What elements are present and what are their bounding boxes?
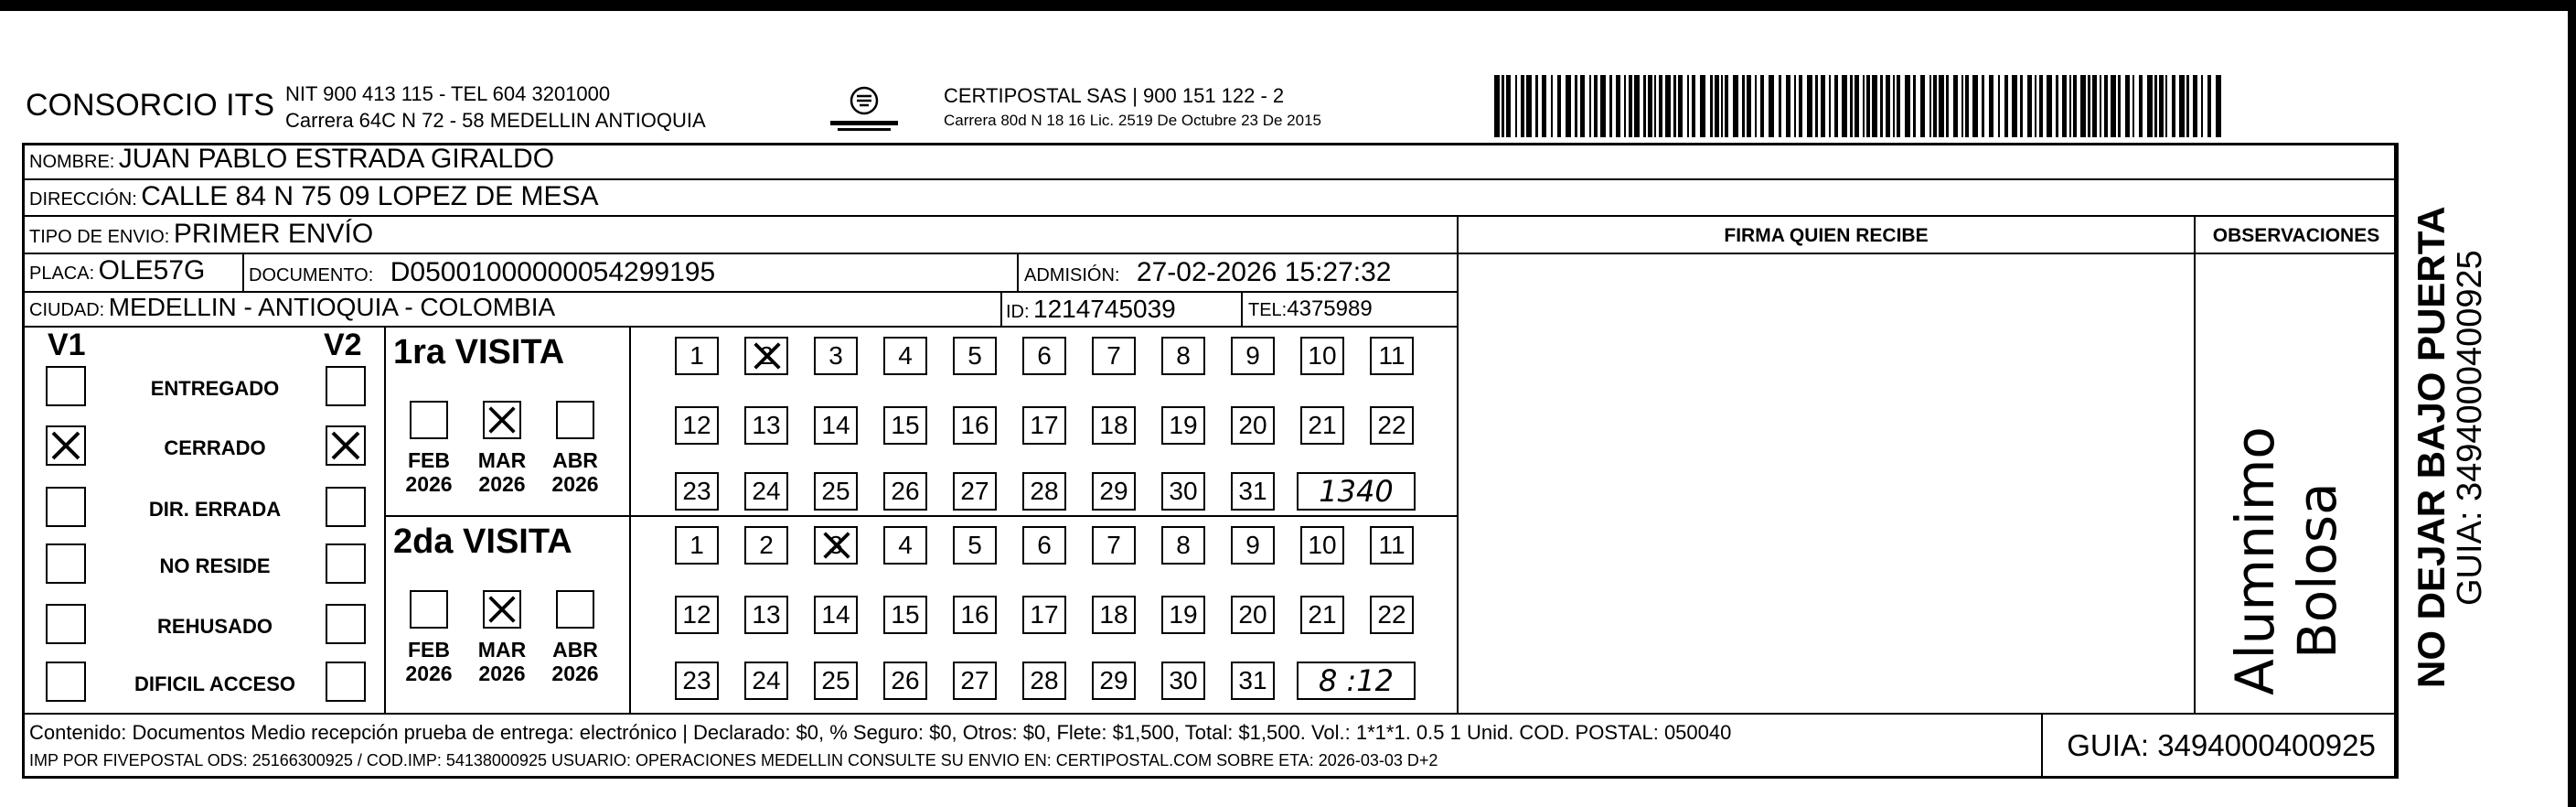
right-border	[2568, 0, 2576, 807]
day-cell[interactable]: 3	[814, 526, 858, 565]
day-cell[interactable]: 21	[1300, 406, 1344, 445]
content-summary: Contenido: Documentos Medio recepción prueba de entrega: electrónico | Declarado: $0, % Seguro: $0, Otros: $0, Flete: $1,500, Total: $1,500. Vol.: 1*1*1. 0.5 1 Unid. COD. POSTAL: 050040	[29, 721, 1732, 744]
barcode-bar	[2193, 75, 2197, 137]
barcode-bar	[1961, 75, 1963, 137]
day-cell[interactable]: 2	[744, 337, 788, 375]
check-x-icon	[750, 339, 785, 373]
month-year: 2026	[478, 472, 526, 496]
v2-checkbox[interactable]	[326, 366, 366, 406]
month-year: 2026	[405, 472, 453, 496]
barcode-bar	[1920, 75, 1925, 137]
barcode-bar	[1506, 75, 1511, 137]
rule	[2397, 143, 2399, 779]
day-cell[interactable]: 11	[1370, 337, 1414, 375]
admission-row	[1024, 257, 1391, 288]
barcode-bar	[2207, 75, 2211, 137]
barcode-bar	[1515, 75, 1517, 137]
day-cell[interactable]: 16	[953, 596, 997, 634]
v2-checkbox[interactable]	[326, 543, 366, 584]
v2-header: V2	[324, 328, 362, 362]
barcode-bar	[1998, 75, 2000, 137]
rule	[1457, 215, 1459, 713]
barcode-bar	[2201, 75, 2203, 137]
barcode-bar	[2073, 75, 2077, 137]
side-guia-number: GUIA: 3494000400925	[2451, 250, 2489, 606]
rule	[1241, 291, 1243, 326]
status-label: NO RESIDE	[159, 554, 271, 577]
day-cell[interactable]: 4	[883, 526, 927, 565]
barcode-bar	[2080, 75, 2086, 137]
barcode-bar	[1678, 75, 1683, 137]
name-row	[29, 144, 554, 175]
month-name: MAR	[477, 448, 527, 472]
barcode-bar	[1863, 75, 1865, 137]
barcode-bar	[1721, 75, 1723, 137]
barcode-bar	[2047, 75, 2052, 137]
barcode-bar	[1850, 75, 1853, 137]
day-cell[interactable]: 13	[744, 596, 788, 634]
day-cell[interactable]: 8	[1161, 337, 1205, 375]
barcode-bar	[1609, 75, 1612, 137]
barcode-bar	[1842, 75, 1847, 137]
barcode-bar	[1815, 75, 1818, 137]
carrier-address: Carrera 80d N 18 16 Lic. 2519 De Octubre 23 De 2015	[944, 112, 1321, 129]
barcode-bar	[1624, 75, 1626, 137]
day-cell[interactable]: 6	[1022, 526, 1066, 565]
barcode-bar	[1687, 75, 1689, 137]
day-cell[interactable]: 28	[1022, 472, 1066, 511]
day-cell[interactable]: 29	[1092, 472, 1136, 511]
barcode-bar	[1742, 75, 1745, 137]
v1-header: V1	[48, 328, 86, 362]
recipient-address: CALLE 84 N 75 09 LOPEZ DE MESA	[141, 181, 599, 211]
day-cell[interactable]: 18	[1092, 596, 1136, 634]
top-border	[0, 0, 2576, 11]
barcode-bar	[1760, 75, 1764, 137]
barcode-bar	[1551, 75, 1553, 137]
barcode-bar	[1616, 75, 1620, 137]
visit-time: 1340	[1297, 472, 1416, 511]
day-cell[interactable]: 8	[1161, 526, 1205, 565]
month-year: 2026	[405, 662, 453, 685]
barcode-bar	[1494, 75, 1500, 137]
v2-checkbox[interactable]	[326, 425, 366, 466]
day-cell[interactable]: 13	[744, 406, 788, 445]
barcode-bar	[2159, 75, 2164, 137]
day-cell[interactable]: 5	[953, 337, 997, 375]
day-cell[interactable]: 10	[1300, 526, 1344, 565]
barcode-bar	[1659, 75, 1662, 137]
barcode-bar	[1755, 75, 1757, 137]
plate-label: PLACA:	[29, 264, 95, 284]
barcode-bar	[1643, 75, 1646, 137]
day-cell[interactable]: 7	[1092, 526, 1136, 565]
rule	[242, 253, 244, 291]
check-x-icon	[485, 403, 519, 437]
check-x-icon	[485, 592, 519, 627]
v2-checkbox[interactable]	[326, 604, 366, 644]
barcode-bar	[1929, 75, 1931, 137]
city-label: CIUDAD:	[29, 300, 105, 320]
day-cell[interactable]: 23	[675, 662, 719, 700]
barcode-bar	[1557, 75, 1561, 137]
day-cell[interactable]: 14	[814, 596, 858, 634]
barcode-bar	[2104, 75, 2108, 137]
day-cell[interactable]: 16	[953, 406, 997, 445]
month-checkbox[interactable]	[483, 401, 521, 439]
company-nit: NIT 900 413 115 - TEL 604 3201000	[285, 82, 611, 105]
certipostal-logo	[823, 81, 905, 137]
rule	[1017, 253, 1019, 291]
barcode-bar	[1786, 75, 1790, 137]
v1-checkbox[interactable]	[46, 425, 86, 466]
day-cell[interactable]: 5	[953, 526, 997, 565]
check-x-icon	[819, 528, 854, 563]
barcode-bar	[1872, 75, 1877, 137]
barcode-bar	[1502, 75, 1504, 137]
barcode-bar	[2154, 75, 2157, 137]
day-cell[interactable]: 12	[675, 596, 719, 634]
day-cell[interactable]: 24	[744, 472, 788, 511]
barcode-bar	[2004, 75, 2008, 137]
barcode-bar	[2172, 75, 2175, 137]
day-cell[interactable]: 14	[814, 406, 858, 445]
barcode-bar	[1905, 75, 1910, 137]
barcode-bar	[2118, 75, 2121, 137]
day-cell[interactable]: 20	[1231, 406, 1275, 445]
barcode-bar	[2125, 75, 2130, 137]
recipient-name: JUAN PABLO ESTRADA GIRALDO	[118, 144, 555, 174]
barcode-bar	[2092, 75, 2097, 137]
day-cell[interactable]: 26	[883, 662, 927, 700]
no-under-door-warning: NO DEJAR BAJO PUERTA	[2410, 206, 2453, 688]
day-cell[interactable]: 24	[744, 662, 788, 700]
observation-note-2: Bolosa	[2286, 482, 2348, 659]
tel-label: TEL:	[1248, 300, 1288, 320]
admission-label: ADMISIÓN:	[1024, 265, 1120, 285]
rule	[384, 515, 1459, 517]
barcode-bar	[1769, 75, 1774, 137]
status-label: DIFICIL ACCESO	[134, 672, 295, 695]
city-value: MEDELLIN - ANTIOQUIA - COLOMBIA	[108, 293, 556, 321]
barcode-bar	[1953, 75, 1958, 137]
barcode-bar	[1897, 75, 1900, 137]
month-year: 2026	[551, 662, 599, 685]
day-cell[interactable]: 27	[953, 662, 997, 700]
barcode-bar	[1535, 75, 1538, 137]
month-name: FEB	[408, 448, 450, 472]
month-name: MAR	[477, 638, 527, 662]
barcode-bar	[1972, 75, 1978, 137]
barcode-bar	[1886, 75, 1890, 137]
city-row	[29, 293, 555, 322]
month-checkbox[interactable]	[556, 401, 594, 439]
plate-row	[29, 255, 205, 286]
check-x-icon	[48, 427, 84, 464]
day-cell[interactable]: 7	[1092, 337, 1136, 375]
month-checkbox[interactable]	[483, 590, 521, 629]
v2-checkbox[interactable]	[326, 662, 366, 702]
address-label: DIRECCIÓN:	[29, 189, 137, 210]
barcode-bar	[1779, 75, 1781, 137]
name-label: NOMBRE:	[29, 152, 115, 172]
day-cell[interactable]: 18	[1092, 406, 1136, 445]
barcode-bar	[1654, 75, 1656, 137]
barcode-bar	[1715, 75, 1719, 137]
barcode-bar	[2035, 75, 2036, 137]
barcode-bar	[2069, 75, 2071, 137]
document-value: D05001000000054299195	[390, 257, 716, 287]
v1-checkbox[interactable]	[46, 662, 86, 702]
day-cell[interactable]: 31	[1231, 472, 1275, 511]
barcode-bar	[1542, 75, 1546, 137]
month-name: ABR	[552, 448, 598, 472]
barcode-bar	[1733, 75, 1738, 137]
tel-row	[1248, 296, 1373, 322]
rule	[1459, 253, 2397, 254]
barcode-bar	[1594, 75, 1598, 137]
day-cell[interactable]: 10	[1300, 337, 1344, 375]
barcode-bar	[1946, 75, 1949, 137]
month-checkbox[interactable]	[556, 590, 594, 629]
day-cell[interactable]: 9	[1231, 337, 1275, 375]
day-cell[interactable]: 3	[814, 337, 858, 375]
barcode-bar	[1893, 75, 1895, 137]
rule	[22, 253, 1459, 254]
status-label: CERRADO	[164, 436, 266, 459]
barcode-bar	[1799, 75, 1802, 137]
barcode-bar	[1600, 75, 1606, 137]
rule	[22, 326, 1459, 328]
day-cell[interactable]: 29	[1092, 662, 1136, 700]
company-address: Carrera 64C N 72 - 58 MEDELLIN ANTIOQUIA	[285, 109, 706, 132]
v2-checkbox[interactable]	[326, 487, 366, 527]
day-cell[interactable]: 19	[1161, 596, 1205, 634]
barcode-bar	[1880, 75, 1883, 137]
barcode-bar	[1725, 75, 1728, 137]
company-name: CONSORCIO ITS	[26, 88, 275, 123]
barcode-bar	[1521, 75, 1524, 137]
barcode-bar	[2088, 75, 2090, 137]
type-row	[29, 219, 373, 250]
guia-number: GUIA: 3494000400925	[2041, 713, 2400, 779]
barcode-bar	[1526, 75, 1532, 137]
rule	[22, 215, 2397, 217]
barcode-bar	[1939, 75, 1944, 137]
day-cell[interactable]: 17	[1022, 406, 1066, 445]
barcode-bar	[2020, 75, 2023, 137]
check-x-icon	[327, 427, 364, 464]
barcode-bar	[2062, 75, 2067, 137]
id-label: ID:	[1006, 302, 1030, 322]
barcode-bar	[1566, 75, 1571, 137]
barcode-bar	[2165, 75, 2167, 137]
day-cell[interactable]: 22	[1370, 406, 1414, 445]
month-year: 2026	[478, 662, 526, 685]
barcode-bar	[1829, 75, 1831, 137]
print-info: IMP POR FIVEPOSTAL ODS: 25166300925 / COD.IMP: 54138000925 USUARIO: OPERACIONES MEDELLIN CONSULTE SU ENVIO EN: CERTIPOSTAL.COM SOBRE ETA: 2026-03-03 D+2	[29, 751, 1438, 769]
day-cell[interactable]: 15	[883, 406, 927, 445]
v1-checkbox[interactable]	[46, 487, 86, 527]
visit-time: 8 :12	[1297, 662, 1416, 700]
carrier-name: CERTIPOSTAL SAS | 900 151 122 - 2	[944, 84, 1285, 107]
barcode-bar	[1673, 75, 1676, 137]
status-label: ENTREGADO	[150, 377, 280, 400]
barcode-bar	[1589, 75, 1591, 137]
v1-checkbox[interactable]	[46, 604, 86, 644]
tel-value: 4375989	[1287, 296, 1373, 321]
shipment-type: PRIMER ENVÍO	[173, 219, 374, 249]
day-cell[interactable]: 11	[1370, 526, 1414, 565]
document-label: DOCUMENTO:	[249, 265, 374, 285]
barcode-bar	[2139, 75, 2143, 137]
month-checkbox[interactable]	[410, 401, 448, 439]
type-label: TIPO DE ENVIO:	[29, 227, 170, 247]
barcode-bar	[1982, 75, 1984, 137]
barcode-bar	[1866, 75, 1870, 137]
barcode-bar	[1648, 75, 1652, 137]
barcode-bar	[1575, 75, 1577, 137]
day-cell[interactable]: 30	[1161, 472, 1205, 511]
day-cell[interactable]: 22	[1370, 596, 1414, 634]
day-cell[interactable]: 25	[814, 662, 858, 700]
barcode-bar	[1747, 75, 1751, 137]
day-cell[interactable]: 1	[675, 337, 719, 375]
day-cell[interactable]: 19	[1161, 406, 1205, 445]
barcode-bar	[1700, 75, 1705, 137]
day-cell[interactable]: 20	[1231, 596, 1275, 634]
barcode-bar	[1692, 75, 1695, 137]
admission-value: 27-02-2026 15:27:32	[1136, 257, 1392, 287]
barcode-bar	[1710, 75, 1713, 137]
barcode-bar	[1629, 75, 1632, 137]
barcode-bar	[1821, 75, 1825, 137]
barcode-bar	[2027, 75, 2032, 137]
day-cell[interactable]: 6	[1022, 337, 1066, 375]
observations-header: OBSERVACIONES	[2212, 225, 2380, 246]
day-cell[interactable]: 21	[1300, 596, 1344, 634]
barcode-bar	[2039, 75, 2043, 137]
day-cell[interactable]: 23	[675, 472, 719, 511]
barcode-bar	[1989, 75, 1993, 137]
barcode-bar	[2179, 75, 2185, 137]
month-name: ABR	[552, 638, 598, 662]
barcode-bar	[1855, 75, 1859, 137]
id-value: 1214745039	[1033, 295, 1176, 323]
document-row	[249, 257, 715, 288]
id-row	[1006, 295, 1176, 324]
v1-checkbox[interactable]	[46, 543, 86, 584]
barcode-bar	[2186, 75, 2189, 137]
day-cell[interactable]: 17	[1022, 596, 1066, 634]
barcode-bar	[2216, 75, 2221, 137]
barcode-bar	[1834, 75, 1838, 137]
barcode-bar	[2012, 75, 2017, 137]
rule	[384, 326, 386, 713]
barcode-bar	[1807, 75, 1812, 137]
visit-title: 2da VISITA	[393, 522, 572, 561]
rule	[1000, 291, 1002, 326]
day-cell[interactable]: 25	[814, 472, 858, 511]
observation-note-1: Alumnimo	[2224, 426, 2286, 695]
barcode-bar	[1933, 75, 1937, 137]
day-cell[interactable]: 12	[675, 406, 719, 445]
month-year: 2026	[551, 472, 599, 496]
plate-value: OLE57G	[98, 255, 206, 285]
barcode-bar	[2111, 75, 2116, 137]
barcode-bar	[2132, 75, 2134, 137]
day-cell[interactable]: 15	[883, 596, 927, 634]
barcode-bar	[1580, 75, 1585, 137]
v1-checkbox[interactable]	[46, 366, 86, 406]
day-cell[interactable]: 28	[1022, 662, 1066, 700]
month-checkbox[interactable]	[410, 590, 448, 629]
tracking-barcode	[1494, 75, 2222, 137]
day-cell[interactable]: 4	[883, 337, 927, 375]
signature-header: FIRMA QUIEN RECIBE	[1724, 225, 1929, 246]
barcode-bar	[2100, 75, 2101, 137]
day-cell[interactable]: 2	[744, 526, 788, 565]
barcode-bar	[2147, 75, 2153, 137]
rule	[629, 326, 631, 713]
barcode-bar	[1913, 75, 1916, 137]
month-name: FEB	[408, 638, 450, 662]
barcode-bar	[1794, 75, 1796, 137]
day-cell[interactable]: 9	[1231, 526, 1275, 565]
barcode-bar	[1665, 75, 1671, 137]
day-cell[interactable]: 27	[953, 472, 997, 511]
address-row	[29, 181, 598, 212]
day-cell[interactable]: 30	[1161, 662, 1205, 700]
visit-title: 1ra VISITA	[393, 333, 565, 371]
status-label: REHUSADO	[157, 615, 273, 638]
day-cell[interactable]: 26	[883, 472, 927, 511]
barcode-bar	[1965, 75, 1969, 137]
barcode-bar	[2056, 75, 2058, 137]
day-cell[interactable]: 1	[675, 526, 719, 565]
rule	[2194, 215, 2196, 713]
status-label: DIR. ERRADA	[148, 498, 282, 521]
rule	[22, 178, 2397, 180]
day-cell[interactable]: 31	[1231, 662, 1275, 700]
barcode-bar	[1634, 75, 1640, 137]
